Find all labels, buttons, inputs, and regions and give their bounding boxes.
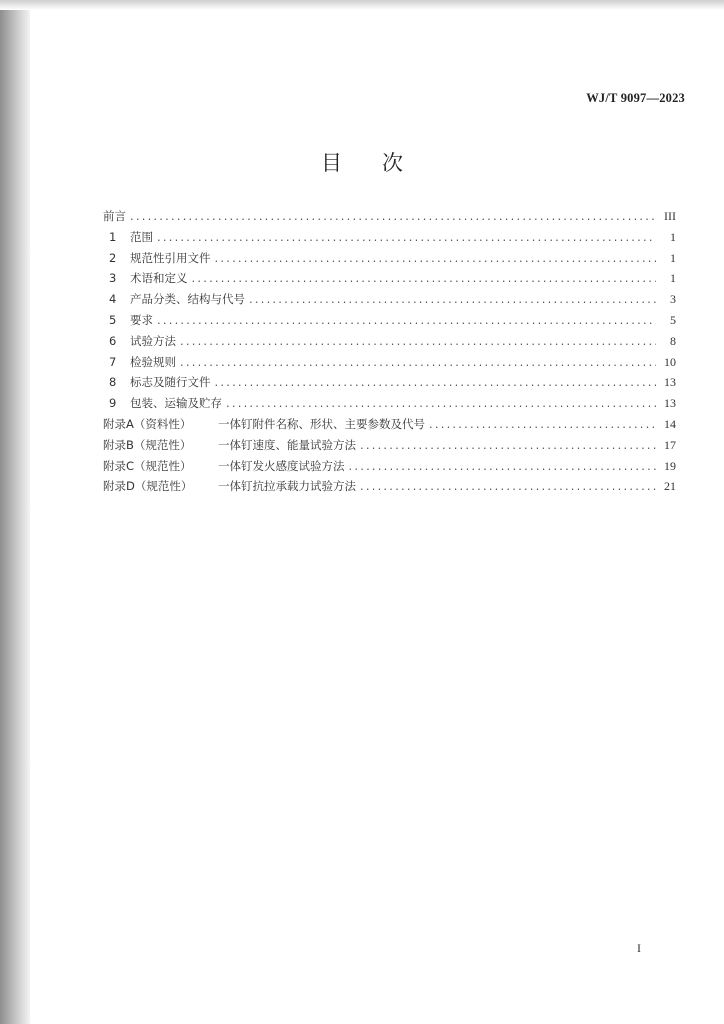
toc-entry-8[interactable] xyxy=(103,372,676,393)
toc-entry-6[interactable] xyxy=(103,331,676,352)
toc-entry-page: 13 xyxy=(664,396,676,411)
standard-code: WJ/T 9097—2023 xyxy=(586,91,685,105)
toc-entry-title: 要求 xyxy=(130,312,153,327)
toc-leader xyxy=(360,435,656,456)
toc-entry-title: 包装、运输及贮存 xyxy=(130,396,222,411)
toc-entry-page: 3 xyxy=(670,292,676,307)
toc-leader xyxy=(130,206,656,227)
toc-entry-number: 8 xyxy=(109,375,117,390)
toc-entry-9[interactable] xyxy=(103,393,676,414)
toc-leader xyxy=(157,227,656,248)
toc-entry-foreword[interactable] xyxy=(103,206,676,227)
toc-entry-number: 2 xyxy=(109,250,117,265)
toc-entry-1[interactable] xyxy=(103,227,676,248)
scan-shadow-top xyxy=(0,0,724,10)
toc-entry-page: 13 xyxy=(664,375,676,390)
toc-entry-7[interactable] xyxy=(103,352,676,373)
toc-entry-page: 1 xyxy=(670,229,676,244)
table-of-contents xyxy=(103,206,676,497)
toc-leader xyxy=(192,268,657,289)
toc-entry-title: 一体钉抗拉承载力试验方法 xyxy=(218,479,356,494)
toc-entry-page: 1 xyxy=(670,250,676,265)
toc-entry-page: 21 xyxy=(664,479,676,494)
toc-entry-title: 产品分类、结构与代号 xyxy=(130,292,245,307)
toc-entry-page: 8 xyxy=(670,333,676,348)
toc-entry-page: 1 xyxy=(670,271,676,286)
toc-leader xyxy=(215,372,657,393)
toc-entry-number: 4 xyxy=(109,292,117,307)
toc-leader xyxy=(349,456,657,477)
toc-leader xyxy=(360,476,656,497)
toc-appendix-prefix: 附录C（规范性） xyxy=(103,458,192,473)
toc-entry-number: 6 xyxy=(109,333,117,348)
toc-appendix-prefix: 附录A（资料性） xyxy=(103,416,192,431)
toc-entry-title: 前言 xyxy=(103,209,126,223)
toc-entry-title: 试验方法 xyxy=(130,333,176,348)
toc-entry-title: 一体钉附件名称、形状、主要参数及代号 xyxy=(218,416,425,431)
toc-entry-2[interactable] xyxy=(103,248,676,269)
toc-entry-appendix-b[interactable] xyxy=(103,435,676,456)
toc-entry-page: 10 xyxy=(664,354,676,369)
toc-entry-number: 3 xyxy=(109,271,117,286)
toc-leader xyxy=(226,393,656,414)
toc-entry-page: 19 xyxy=(664,458,676,473)
toc-entry-title: 术语和定义 xyxy=(130,271,188,286)
toc-entry-number: 9 xyxy=(109,396,117,411)
toc-entry-4[interactable] xyxy=(103,289,676,310)
toc-entry-title: 规范性引用文件 xyxy=(130,250,211,265)
toc-leader xyxy=(215,248,657,269)
toc-leader xyxy=(157,310,656,331)
toc-leader xyxy=(429,414,656,435)
toc-entry-appendix-a[interactable] xyxy=(103,414,676,435)
toc-appendix-prefix: 附录D（规范性） xyxy=(103,479,193,494)
toc-entry-appendix-c[interactable] xyxy=(103,456,676,477)
toc-entry-page: 5 xyxy=(670,312,676,327)
toc-entry-page: III xyxy=(664,209,676,223)
toc-appendix-prefix: 附录B（规范性） xyxy=(103,437,192,452)
toc-entry-number: 7 xyxy=(109,354,117,369)
toc-entry-number: 1 xyxy=(109,229,117,244)
toc-leader xyxy=(180,331,656,352)
toc-leader xyxy=(180,352,656,373)
page-title: 目次 xyxy=(321,151,443,175)
toc-entry-page: 17 xyxy=(664,437,676,452)
toc-entry-page: 14 xyxy=(664,416,676,431)
toc-entry-3[interactable] xyxy=(103,268,676,289)
toc-entry-5[interactable] xyxy=(103,310,676,331)
toc-entry-title: 检验规则 xyxy=(130,354,176,369)
toc-entry-title: 范围 xyxy=(130,229,153,244)
toc-entry-number: 5 xyxy=(109,312,117,327)
page-number: I xyxy=(637,941,641,955)
toc-leader xyxy=(249,289,656,310)
toc-entry-title: 标志及随行文件 xyxy=(130,375,211,390)
toc-entry-title: 一体钉发火感度试验方法 xyxy=(218,458,345,473)
toc-entry-title: 一体钉速度、能量试验方法 xyxy=(218,437,356,452)
toc-entry-appendix-d[interactable] xyxy=(103,476,676,497)
